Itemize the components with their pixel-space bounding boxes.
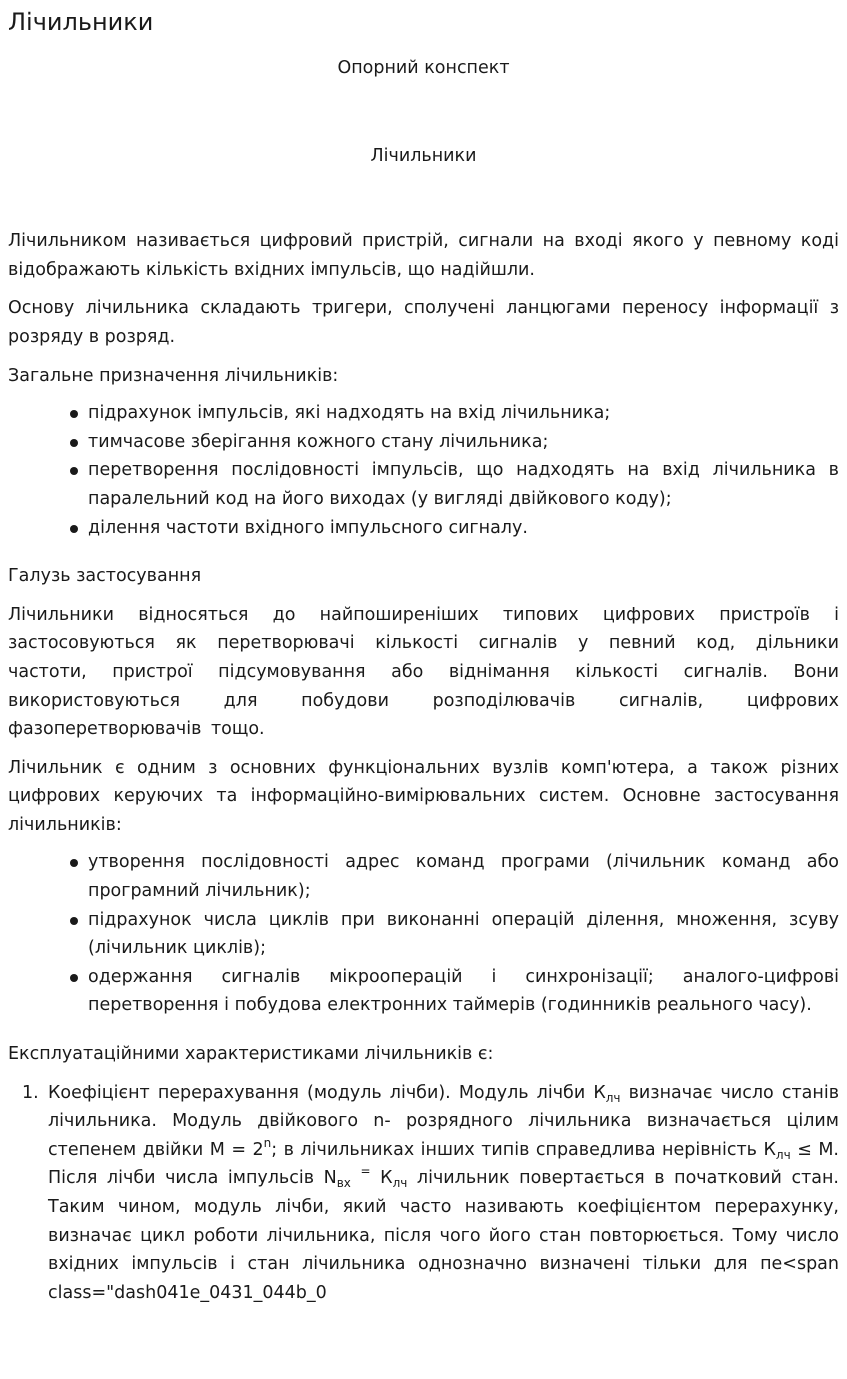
scope-heading: Галузь застосування: [8, 566, 202, 587]
list-item: тимчасове зберігання кожного стану лічильника;: [8, 428, 839, 457]
list-item: одержання сигналів мікрооперацій і синхронізації; аналого-цифрові перетворення і побудова електронних таймерів (годинників реального часу).: [8, 963, 839, 1020]
basis-paragraph: Основу лічильника складають тригери, сполучені ланцюгами переносу інформації з розряду в розряд.: [8, 298, 839, 347]
superscript: n: [263, 1135, 272, 1150]
item-text: К: [370, 1168, 393, 1189]
list-item: підрахунок імпульсів, які надходять на вхід лічильника;: [8, 399, 839, 428]
list-item: ділення частоти вхідного імпульсного сигналу.: [8, 514, 839, 543]
main-node-paragraph: Лічильник є одним з основних функціональних вузлів комп'ютера, а також різних цифрових керуючих та інформаційно-вимірювальних систем. Основне застосування лічильників:: [8, 757, 839, 835]
list-item: [8, 1079, 839, 1308]
list-item: підрахунок числа циклів при виконанні операцій ділення, множення, зсуву (лічильник циклів);: [8, 906, 839, 963]
item-text: ; в лічильниках інших типів справедлива нерівність К: [271, 1139, 776, 1160]
list-item: утворення послідовності адрес команд програми (лічильник команд або програмний лічильник);: [8, 848, 839, 905]
page-title: Лічильники: [8, 8, 154, 36]
scope-paragraph: Лічильники відносяться до найпоширеніших типових цифрових пристроїв і застосовуються як перетворювачі кількості сигналів у певний код, дільники частоти, пристрої підсумовування або віднімання кількості сигналів. Вони використовуються для побудови розподілювачів сигналів, цифрових фазоперетворювачів тощо.: [8, 604, 839, 740]
item-text: [351, 1168, 361, 1188]
item-text: ≤ М. Після лічби числа імпульсів N: [48, 1139, 839, 1189]
list-number: 1.: [22, 1082, 39, 1103]
purpose-heading: Загальне призначення лічильників:: [8, 365, 339, 386]
superscript: =: [360, 1164, 371, 1179]
item-text: лічильник повертається в початковий стан. Таким чином, модуль лічби, який часто називають коефіцієнтом перерахунку, визначає цикл роботи лічильника, після чого його стан повторюється. Тому число вхідних імпульсів і стан лічильника однозначно визначені тільки для пе<span class="dash041e_0431_044b_0: [48, 1168, 839, 1303]
document-page: [8, 0, 839, 1307]
characteristics-list: [8, 1079, 839, 1308]
list-item: перетворення послідовності імпульсів, що надходять на вхід лічильника в паралельний код на його виходах (у вигляді двійкового коду);: [8, 456, 839, 513]
section-title: Лічильники: [370, 145, 477, 166]
item-text: Коефіцієнт перерахування (модуль лічби). Модуль лічби К: [48, 1082, 606, 1103]
subscript: лч: [775, 1147, 791, 1162]
characteristics-heading: Експлуатаційними характеристиками лічильників є:: [8, 1044, 494, 1065]
subscript: вх: [336, 1176, 351, 1191]
subscript: лч: [392, 1176, 408, 1191]
purpose-list: [8, 399, 839, 542]
application-list: [8, 848, 839, 1020]
subscript: лч: [605, 1090, 621, 1105]
item-text: визначає число станів лічильника. Модуль двійкового n- розрядного лічильника визначається цілим степенем двійки М = 2: [48, 1082, 840, 1160]
document-subtitle: Опорний конспект: [337, 58, 510, 78]
definition-paragraph: Лічильником називається цифровий пристрій, сигнали на вході якого у певному коді відображають кількість вхідних імпульсів, що надійшли.: [8, 231, 839, 280]
